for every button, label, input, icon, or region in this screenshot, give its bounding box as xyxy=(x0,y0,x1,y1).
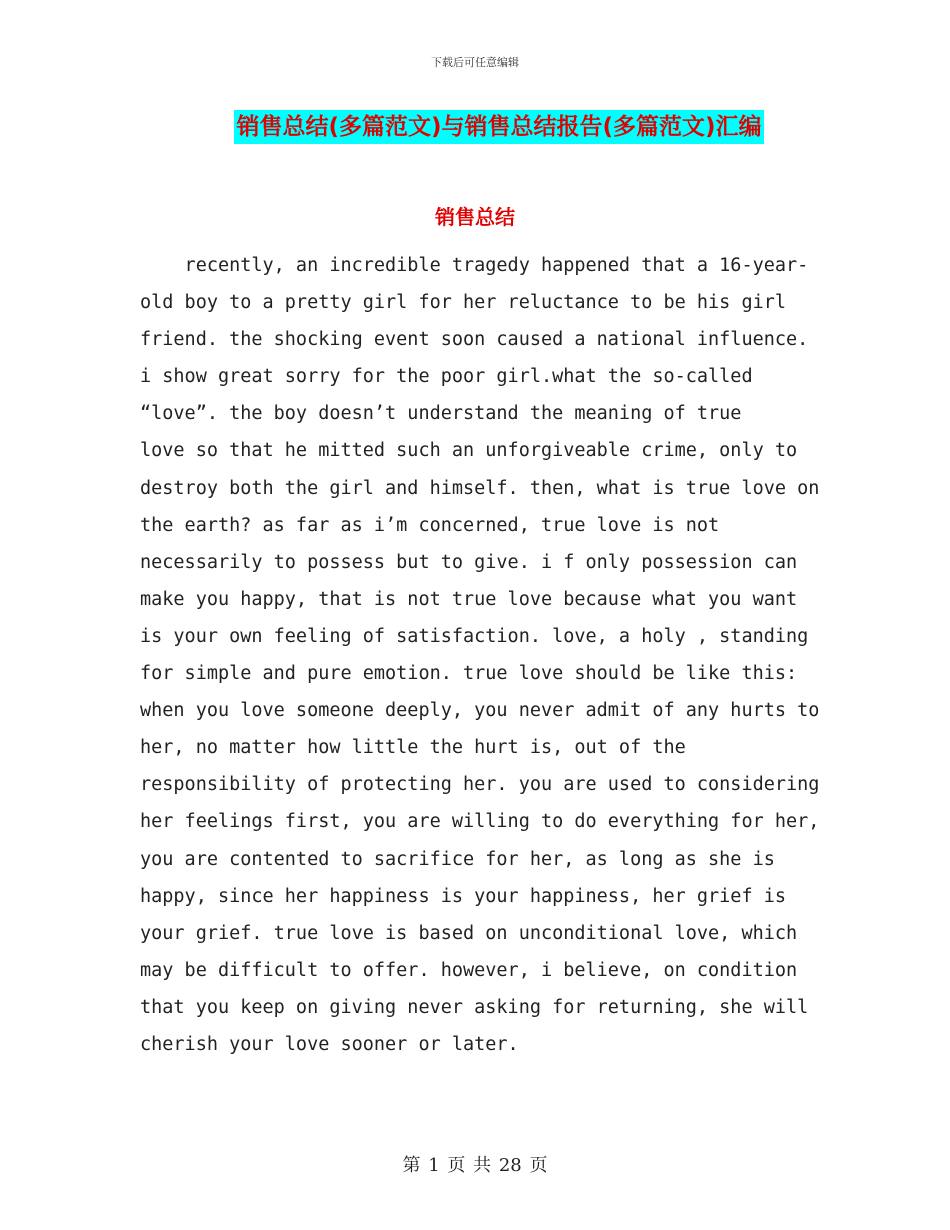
body-line: friend. the shocking event soon caused a national influence. xyxy=(140,329,809,351)
body-paragraph xyxy=(140,247,820,1063)
document-title-container xyxy=(0,110,950,144)
body-line: her feelings first, you are willing to do everything for her, xyxy=(140,811,820,833)
body-line: when you love someone deeply, you never admit of any hurts to xyxy=(140,700,820,722)
header-note: 下载后可任意编辑 xyxy=(431,56,519,69)
page-number-footer: 第 1 页 共 28 页 xyxy=(402,1155,548,1176)
body-line: love so that he mitted such an unforgiveable crime, only to xyxy=(140,440,798,462)
body-line: responsibility of protecting her. you are used to considering xyxy=(140,774,820,796)
body-line: “love”. the boy doesn’t understand the meaning of true xyxy=(140,403,742,425)
body-line: cherish your love sooner or later. xyxy=(140,1033,519,1055)
body-line: that you keep on giving never asking for returning, she will xyxy=(140,996,809,1018)
body-line: the earth? as far as i’m concerned, true love is not xyxy=(140,514,720,536)
body-line: old boy to a pretty girl for her reluctance to be his girl xyxy=(140,292,787,314)
body-line: may be difficult to offer. however, i believe, on condition xyxy=(140,959,798,981)
body-line: recently, an incredible tragedy happened that a 16-year- xyxy=(140,255,809,276)
body-line: make you happy, that is not true love because what you want xyxy=(140,588,798,610)
body-line: i show great sorry for the poor girl.what the so-called xyxy=(140,366,753,388)
document-title: 销售总结(多篇范文)与销售总结报告(多篇范文)汇编 xyxy=(234,110,763,144)
body-line: your grief. true love is based on unconditional love, which xyxy=(140,922,798,944)
body-line: her, no matter how little the hurt is, out of the xyxy=(140,737,686,759)
body-line: necessarily to possess but to give. i f only possession can xyxy=(140,551,798,573)
body-line: for simple and pure emotion. true love should be like this: xyxy=(140,663,798,685)
section-title: 销售总结 xyxy=(435,205,515,229)
body-line: happy, since her happiness is your happiness, her grief is xyxy=(140,885,787,907)
body-line: you are contented to sacrifice for her, as long as she is xyxy=(140,848,775,870)
body-line: is your own feeling of satisfaction. love, a holy , standing xyxy=(140,625,809,647)
body-line: destroy both the girl and himself. then, what is true love on xyxy=(140,477,820,499)
